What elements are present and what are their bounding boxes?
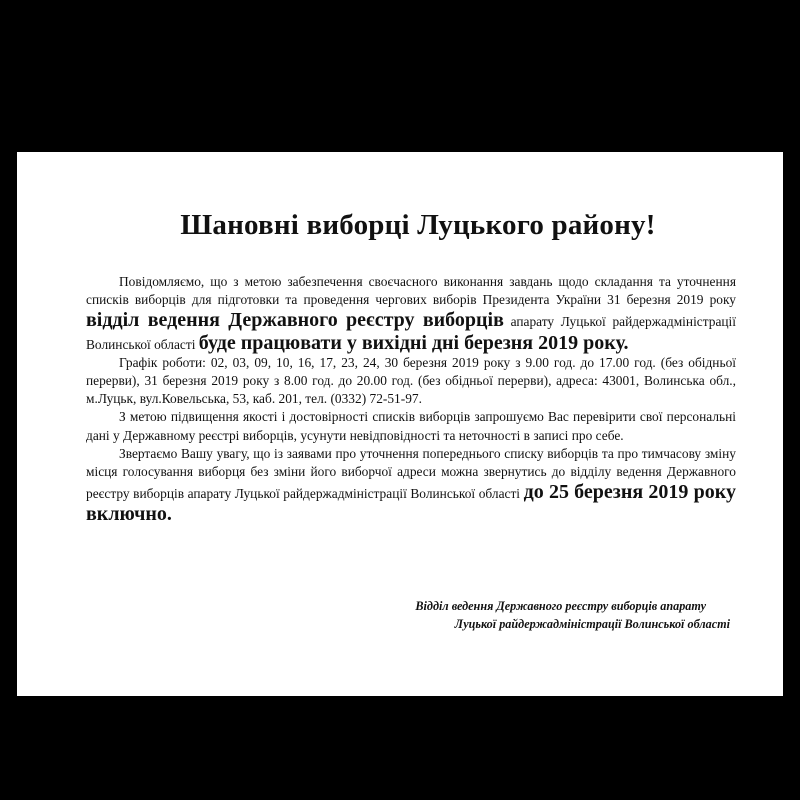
deadline-text: Звертаємо Вашу увагу, що із заявами про уточнення попереднього списку виборців та про тимчасову зміну місця голосування виборця без зміни його виборчої адреси можна звернутись до відділу ведення Державного реєстру виборців апарату Луцької райдержадміністрації Волинської області — [86, 445, 736, 502]
signature-block — [415, 597, 730, 633]
paragraph-schedule: Графік роботи: 02, 03, 09, 10, 16, 17, 23, 24, 30 березня 2019 року з 9.00 год. до 17.00 год. (без обідньої перерви), 31 березня 2019 року з 8.00 год. до 20.00 год. (без обідньої перерви), адреса: 43001, Волинська обл., м.Луцьк, вул.Ковельська, 53, каб. 201, тел. (0332) 72-51-97. — [86, 354, 736, 407]
paragraph-check-data: З метою підвищення якості і достовірності списків виборців запрошуємо Вас перевірити свої персональні дані у Державному реєстрі виборців, усунути невідповідності та неточності в записі про себе. — [86, 409, 736, 443]
notice-sheet — [17, 152, 783, 696]
signature-line-2: Луцької райдержадміністрації Волинської області — [454, 617, 730, 631]
department-name-bold: відділ ведення Державного реєстру виборців — [86, 309, 504, 332]
working-days-bold: буде працювати у вихідні дні березня 2019 року. — [198, 331, 629, 354]
announcement-text-b: апарату Луцької райдержадміністрації Волинської області — [86, 314, 736, 352]
signature-line-1: Відділ ведення Державного реєстру виборців апарату — [415, 599, 706, 613]
notice-body — [86, 273, 736, 526]
announcement-text-a: Повідомляємо, що з метою забезпечення своєчасного виконання завдань щодо складання та уточнення списків виборців для підготовки та проведення чергових виборів Президента України 31 березня 2019 року — [86, 274, 736, 308]
paragraph-deadline — [86, 445, 736, 526]
deadline-bold: до 25 березня 2019 року включно. — [86, 481, 736, 526]
notice-title: Шановні виборці Луцького району! — [180, 209, 656, 241]
paragraph-announcement — [86, 273, 736, 354]
